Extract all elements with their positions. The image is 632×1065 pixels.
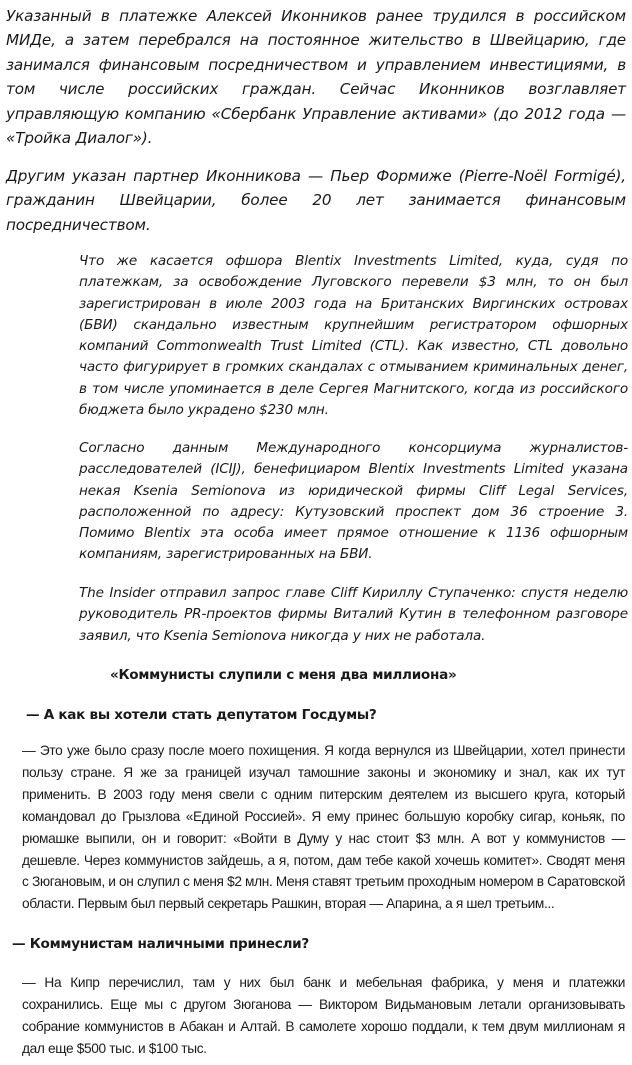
paragraph-ikonnikov: Указанный в платежке Алексей Иконников ранее трудился в российском МИДе, а затем перебрался на постоянное жительство в Швейцарию, где занимался финансовым посредничеством и управлением инвестициями, в том числе российских граждан. Сейчас Иконников возглавляет управляющую компанию «Сбербанк Управление активами» (до 2012 года — «Тройка Диалог»).: [6, 7, 626, 148]
interview-question-1: — А как вы хотели стать депутатом Госдумы?: [26, 707, 377, 723]
quote-paragraph-blentix: Что же касается офшора Blentix Investments Limited, куда, судя по платежкам, за освобождение Луговского перевели $3 млн, то он был зарегистрирован в июле 2003 года на Британских Виргинских островах (БВИ) скандально известным крупнейшим регистратором офшорных компаний Commonwealth Trust Limited (CTL). Как известно, CTL довольно часто фигурирует в громких скандалах с отмыванием криминальных денег, в том числе упоминается в деле Сергея Магнитского, когда из российского бюджета было украдено $230 млн.: [79, 253, 628, 419]
quote-paragraph-icij: Согласно данным Международного консорциума журналистов-расследователей (ICIJ), бенефициаром Blentix Investments Limited указана некая Ksenia Semionova из юридической фирмы Cliff Legal Services, расположенной по адресу: Кутузовский проспект дом 36 строение 3. Помимо Blentix эта особа имеет прямое отношение к 1136 офшорным компаниям, зарегистрированных на БВИ.: [79, 440, 628, 563]
paragraph-formige: Другим указан партнер Иконникова — Пьер Формиже (Pierre-Noël Formigé), гражданин Швейцарии, более 20 лет занимается финансовым посредничеством.: [6, 167, 626, 234]
quote-paragraph-insider: The Insider отправил запрос главе Cliff Кириллу Ступаченко: спустя неделю руководитель PR-проектов фирмы Виталий Кутин в телефонном разговоре заявил, что Ksenia Semionova никогда у них не работала.: [79, 585, 628, 644]
interview-answer-2: — На Кипр перечислил, там у них был банк и мебельная фабрика, у меня и платежки сохранились. Еще мы с другом Зюганова — Виктором Видьмановым летали организовывать собрание коммунистов в Абакан и Алтай. В самолете хорошо поддали, к тем двум миллионам я дал еще $500 тыс. и $100 тыс.: [22, 975, 625, 1056]
interview-answer-1: — Это уже было сразу после моего похищения. Я когда вернулся из Швейцарии, хотел принести пользу стране. Я же за границей изучал тамошние законы и экономику и знал, как их тут применить. В 2003 году меня свели с одним питерским деятелем из высшего круга, который командовал до Грызлова «Единой Россией». Я ему принес большую коробку сигар, коньяк, по рюмашке выпили, он и говорит: «Войти в Думу у нас стоит $3 млн. А вот у коммунистов — дешевле. Через коммунистов зайдешь, а я, потом, дам тебе какой хочешь комитет». Сводят меня с Зюгановым, и он слупил с меня $2 млн. Меня ставят третьим проходным номером в Саратовской области. Первым был первый секретарь Рашкин, вторая — Апарина, а я шел третьим...: [22, 743, 625, 912]
interview-question-2: — Коммунистам наличными принесли?: [12, 936, 309, 952]
section-subheading: «Коммунисты слупили с меня два миллиона»: [110, 667, 457, 683]
